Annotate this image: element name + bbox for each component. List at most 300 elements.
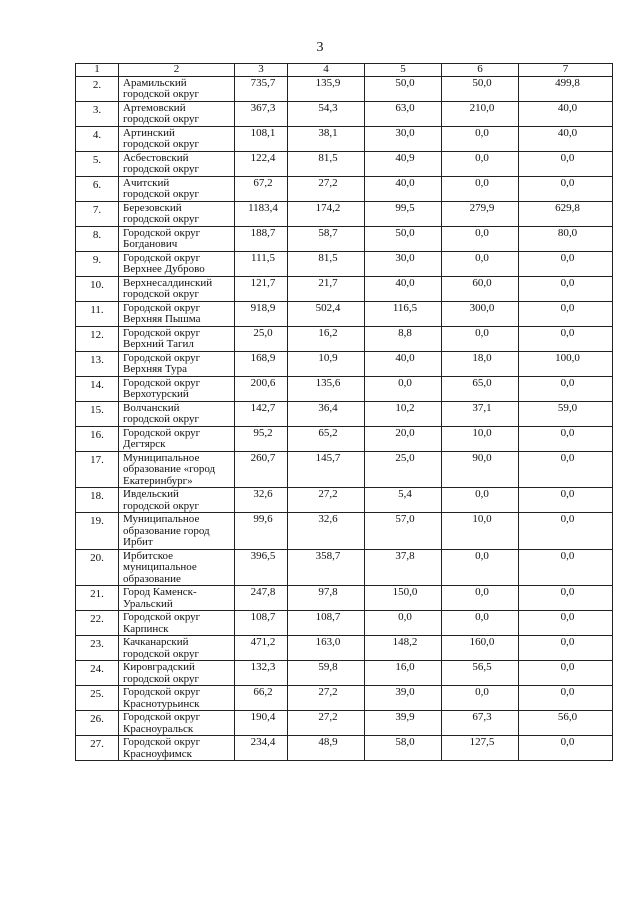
value-cell-col4	[288, 426, 365, 451]
municipality-name	[119, 376, 235, 401]
value-cell-col6	[442, 126, 519, 151]
value-text: 8,8	[398, 326, 412, 339]
municipality-name-line: образование	[123, 572, 181, 585]
value-cell-col3	[235, 76, 288, 101]
value-cell-col6	[442, 401, 519, 426]
value-cell-col7	[519, 711, 613, 736]
value-cell-col6	[442, 351, 519, 376]
value-text: 0,0	[560, 326, 575, 339]
value-text: 111,5	[251, 251, 275, 264]
value-cell-col4	[288, 636, 365, 661]
value-cell-col3	[235, 711, 288, 736]
value-text: 20,0	[395, 426, 415, 439]
municipality-name	[119, 661, 235, 686]
municipality-name-line: Городской округ	[123, 326, 201, 339]
value-cell-col4	[288, 151, 365, 176]
municipality-name-line: Екатеринбург»	[123, 474, 193, 487]
value-cell-col5	[365, 151, 442, 176]
municipality-name-line: городской округ	[123, 288, 200, 300]
value-cell-col5	[365, 251, 442, 276]
value-text: 190,4	[250, 711, 276, 723]
value-text: 0,0	[560, 611, 575, 623]
value-text: 247,8	[250, 586, 276, 598]
municipality-name-line: Красноуральск	[123, 722, 194, 735]
municipality-name-line: Ивдельский	[123, 488, 179, 500]
value-text: 122,4	[250, 151, 276, 164]
value-cell-col3	[235, 126, 288, 151]
table-row	[76, 326, 613, 351]
table-row	[76, 736, 613, 761]
municipality-name-line: Ирбитское	[123, 549, 174, 562]
row-number: 11.	[76, 301, 119, 326]
value-text: 0,0	[398, 376, 412, 389]
value-cell-col5	[365, 401, 442, 426]
value-text: 0,0	[560, 426, 575, 439]
table-row	[76, 636, 613, 661]
value-text: 0,0	[560, 513, 575, 525]
municipality-name-line: Верхнесалдинский	[123, 276, 213, 289]
value-text: 56,0	[557, 711, 578, 723]
value-cell-col5	[365, 326, 442, 351]
value-cell-col5	[365, 488, 442, 513]
value-text: 50,0	[395, 76, 415, 89]
value-text: 48,9	[318, 736, 338, 748]
value-cell-col7	[519, 376, 613, 401]
value-text: 396,5	[250, 549, 276, 562]
value-text: 200,6	[250, 376, 276, 389]
value-text: 66,2	[253, 686, 273, 698]
value-cell-col6	[442, 711, 519, 736]
value-text: 95,2	[253, 426, 273, 439]
table-row	[76, 201, 613, 226]
municipality-name	[119, 401, 235, 426]
value-text: 27,2	[318, 711, 338, 723]
municipality-name-line: Городской округ	[123, 611, 201, 623]
value-cell-col6	[442, 176, 519, 201]
value-cell-col4	[288, 251, 365, 276]
municipality-name-line: Артинский	[123, 126, 175, 139]
value-text: 27,2	[318, 176, 338, 189]
municipality-name-line: городской округ	[123, 163, 200, 175]
value-text: 50,0	[395, 226, 415, 239]
value-text: 0,0	[560, 586, 575, 598]
value-text: 40,9	[395, 151, 415, 164]
value-cell-col7	[519, 636, 613, 661]
value-cell-col7	[519, 176, 613, 201]
value-cell-col7	[519, 611, 613, 636]
municipality-name-line: Городской округ	[123, 736, 201, 748]
value-cell-col3	[235, 611, 288, 636]
row-number: 4.	[76, 126, 119, 151]
municipality-name	[119, 711, 235, 736]
table-row	[76, 251, 613, 276]
value-text: 300,0	[469, 301, 495, 314]
value-cell-col4	[288, 686, 365, 711]
table-row	[76, 126, 613, 151]
value-cell-col6	[442, 611, 519, 636]
value-cell-col7	[519, 101, 613, 126]
value-text: 39,0	[395, 686, 415, 698]
value-text: 135,6	[315, 376, 341, 389]
value-cell-col4	[288, 711, 365, 736]
column-header: 5	[365, 64, 442, 77]
municipality-name-line: городской округ	[123, 499, 200, 512]
column-header: 2	[119, 64, 235, 77]
value-cell-col4	[288, 586, 365, 611]
row-number: 7.	[76, 201, 119, 226]
table-row	[76, 376, 613, 401]
value-text: 32,6	[318, 513, 338, 525]
row-number: 3.	[76, 101, 119, 126]
municipality-name	[119, 451, 235, 488]
value-text: 108,7	[315, 611, 341, 623]
value-cell-col5	[365, 276, 442, 301]
row-number: 12.	[76, 326, 119, 351]
value-text: 56,5	[472, 661, 492, 673]
municipality-name-line: Уральский	[123, 597, 173, 610]
value-text: 10,2	[395, 401, 415, 414]
value-text: 37,8	[395, 549, 415, 562]
municipality-name-line: Верхняя Пышма	[123, 313, 201, 325]
value-cell-col5	[365, 586, 442, 611]
value-cell-col5	[365, 549, 442, 586]
value-cell-col3	[235, 451, 288, 488]
value-cell-col7	[519, 451, 613, 488]
value-cell-col4	[288, 401, 365, 426]
value-cell-col7	[519, 586, 613, 611]
value-text: 63,0	[395, 101, 415, 114]
value-cell-col6	[442, 151, 519, 176]
value-text: 67,3	[472, 711, 492, 723]
value-text: 0,0	[475, 586, 489, 598]
value-text: 0,0	[560, 686, 575, 698]
value-cell-col5	[365, 611, 442, 636]
value-text: 132,3	[250, 661, 276, 673]
value-text: 0,0	[398, 611, 412, 623]
value-cell-col7	[519, 151, 613, 176]
value-cell-col4	[288, 661, 365, 686]
municipality-name	[119, 426, 235, 451]
table-row	[76, 661, 613, 686]
value-text: 37,1	[472, 401, 492, 414]
municipality-name-line: городской округ	[123, 672, 200, 685]
municipality-name-line: Городской округ	[123, 711, 201, 723]
value-text: 80,0	[557, 226, 578, 239]
value-text: 67,2	[253, 176, 273, 189]
column-header: 1	[76, 64, 119, 77]
table-row	[76, 226, 613, 251]
value-text: 59,8	[318, 661, 338, 673]
value-text: 40,0	[395, 176, 415, 189]
header-row	[76, 64, 613, 77]
value-text: 135,9	[315, 76, 341, 89]
municipality-name-line: Дегтярск	[123, 438, 166, 450]
value-cell-col6	[442, 549, 519, 586]
row-number: 23.	[76, 636, 119, 661]
value-text: 108,1	[250, 126, 276, 139]
row-number: 2.	[76, 76, 119, 101]
value-cell-col5	[365, 711, 442, 736]
value-text: 279,9	[469, 201, 495, 214]
value-cell-col5	[365, 76, 442, 101]
value-text: 127,5	[469, 736, 495, 748]
municipality-name-line: Качканарский	[123, 636, 189, 648]
value-cell-col4	[288, 76, 365, 101]
municipality-name-line: Богданович	[123, 238, 178, 250]
value-cell-col6	[442, 276, 519, 301]
value-cell-col4	[288, 451, 365, 488]
value-cell-col6	[442, 736, 519, 761]
table-row	[76, 513, 613, 550]
value-text: 97,8	[318, 586, 338, 598]
value-text: 54,3	[318, 101, 338, 114]
value-cell-col3	[235, 351, 288, 376]
value-text: 367,3	[250, 101, 276, 114]
municipality-name-line: Волчанский	[123, 401, 180, 414]
value-cell-col4	[288, 176, 365, 201]
value-text: 39,9	[395, 711, 415, 723]
municipality-name	[119, 176, 235, 201]
value-cell-col3	[235, 276, 288, 301]
value-cell-col3	[235, 201, 288, 226]
row-number: 18.	[76, 488, 119, 513]
value-cell-col3	[235, 326, 288, 351]
municipality-name	[119, 251, 235, 276]
value-cell-col5	[365, 636, 442, 661]
value-text: 0,0	[560, 176, 575, 189]
value-text: 30,0	[395, 251, 415, 264]
value-cell-col4	[288, 101, 365, 126]
value-cell-col3	[235, 586, 288, 611]
value-text: 0,0	[560, 549, 575, 562]
value-text: 163,0	[315, 636, 341, 648]
value-text: 0,0	[475, 176, 489, 189]
value-cell-col5	[365, 686, 442, 711]
value-text: 0,0	[475, 126, 489, 139]
value-text: 142,7	[250, 401, 276, 414]
table-row	[76, 101, 613, 126]
row-number: 8.	[76, 226, 119, 251]
municipality-name	[119, 151, 235, 176]
municipality-name-line: Городской округ	[123, 376, 201, 389]
value-cell-col6	[442, 488, 519, 513]
value-cell-col5	[365, 451, 442, 488]
value-text: 502,4	[315, 301, 341, 314]
municipality-name-line: Верхотурский	[123, 388, 189, 400]
value-text: 81,5	[318, 151, 338, 164]
value-text: 160,0	[469, 636, 495, 648]
municipality-name	[119, 101, 235, 126]
value-text: 40,0	[395, 351, 415, 364]
table-row	[76, 586, 613, 611]
value-text: 116,5	[392, 301, 418, 314]
value-text: 0,0	[475, 549, 489, 562]
row-number: 22.	[76, 611, 119, 636]
value-cell-col4	[288, 226, 365, 251]
value-text: 65,2	[318, 426, 338, 439]
value-cell-col4	[288, 126, 365, 151]
value-cell-col4	[288, 549, 365, 586]
municipality-name-line: городской округ	[123, 413, 200, 425]
municipality-name	[119, 76, 235, 101]
value-text: 10,0	[472, 513, 492, 525]
table-row	[76, 151, 613, 176]
municipality-name	[119, 351, 235, 376]
municipality-name-line: Артемовский	[123, 101, 186, 114]
value-cell-col6	[442, 76, 519, 101]
municipality-name-line: Муниципальное	[123, 513, 200, 525]
value-cell-col6	[442, 201, 519, 226]
value-text: 0,0	[560, 251, 575, 264]
row-number: 13.	[76, 351, 119, 376]
value-cell-col3	[235, 549, 288, 586]
value-cell-col7	[519, 326, 613, 351]
column-header: 4	[288, 64, 365, 77]
value-text: 918,9	[250, 301, 276, 314]
value-cell-col3	[235, 176, 288, 201]
row-number: 14.	[76, 376, 119, 401]
municipality-name-line: Городской округ	[123, 301, 201, 314]
value-cell-col6	[442, 586, 519, 611]
value-text: 0,0	[475, 488, 489, 500]
value-cell-col5	[365, 376, 442, 401]
value-cell-col3	[235, 426, 288, 451]
municipality-name	[119, 201, 235, 226]
value-cell-col3	[235, 376, 288, 401]
value-text: 59,0	[557, 401, 578, 414]
value-text: 57,0	[395, 513, 415, 525]
value-text: 629,8	[555, 201, 580, 214]
value-text: 0,0	[560, 151, 575, 164]
value-cell-col7	[519, 201, 613, 226]
municipality-name-line: Городской округ	[123, 351, 201, 364]
municipality-name	[119, 126, 235, 151]
municipality-name-line: Городской округ	[123, 226, 201, 239]
row-number: 15.	[76, 401, 119, 426]
table-row	[76, 176, 613, 201]
value-text: 168,9	[250, 351, 276, 364]
column-header: 6	[442, 64, 519, 77]
row-number: 27.	[76, 736, 119, 761]
municipality-name	[119, 549, 235, 586]
value-cell-col7	[519, 661, 613, 686]
value-text: 0,0	[475, 151, 489, 164]
table-row	[76, 488, 613, 513]
value-cell-col5	[365, 301, 442, 326]
value-text: 0,0	[560, 376, 575, 389]
row-number: 17.	[76, 451, 119, 488]
value-text: 0,0	[475, 326, 489, 339]
value-cell-col6	[442, 326, 519, 351]
row-number: 5.	[76, 151, 119, 176]
municipality-name	[119, 301, 235, 326]
municipality-name	[119, 686, 235, 711]
value-text: 0,0	[475, 251, 489, 264]
value-cell-col5	[365, 351, 442, 376]
municipality-name	[119, 636, 235, 661]
value-text: 499,8	[555, 76, 580, 89]
value-text: 0,0	[560, 488, 575, 500]
value-cell-col6	[442, 661, 519, 686]
value-cell-col5	[365, 661, 442, 686]
value-text: 30,0	[395, 126, 415, 139]
value-text: 18,0	[472, 351, 492, 364]
value-cell-col3	[235, 488, 288, 513]
value-cell-col7	[519, 549, 613, 586]
value-cell-col7	[519, 686, 613, 711]
value-cell-col3	[235, 401, 288, 426]
value-text: 0,0	[560, 276, 575, 289]
value-text: 0,0	[560, 451, 575, 464]
value-text: 25,0	[395, 451, 415, 464]
value-cell-col5	[365, 176, 442, 201]
value-cell-col6	[442, 376, 519, 401]
row-number: 6.	[76, 176, 119, 201]
municipality-name-line: Верхняя Тура	[123, 363, 188, 375]
value-cell-col5	[365, 126, 442, 151]
municipality-name	[119, 276, 235, 301]
value-text: 100,0	[555, 351, 580, 364]
value-cell-col6	[442, 451, 519, 488]
value-text: 10,9	[318, 351, 338, 364]
municipality-name-line: Городской округ	[123, 426, 201, 439]
municipality-name-line: Верхний Тагил	[123, 338, 194, 350]
value-cell-col3	[235, 513, 288, 550]
value-cell-col5	[365, 226, 442, 251]
municipality-name-line: Карпинск	[123, 622, 169, 635]
value-text: 0,0	[560, 736, 575, 748]
value-text: 90,0	[472, 451, 492, 464]
value-cell-col3	[235, 251, 288, 276]
value-text: 108,7	[250, 611, 276, 623]
value-cell-col6	[442, 636, 519, 661]
table-row	[76, 451, 613, 488]
value-text: 50,0	[472, 76, 492, 89]
value-cell-col4	[288, 351, 365, 376]
municipality-name	[119, 488, 235, 513]
value-text: 174,2	[315, 201, 341, 214]
value-text: 60,0	[472, 276, 492, 289]
municipality-name-line: Ачитский	[123, 176, 170, 189]
municipality-name-line: Верхнее Дуброво	[123, 263, 205, 275]
value-text: 188,7	[250, 226, 276, 239]
value-cell-col7	[519, 736, 613, 761]
value-text: 0,0	[560, 301, 575, 314]
value-text: 40,0	[557, 126, 578, 139]
value-cell-col3	[235, 301, 288, 326]
value-text: 58,7	[318, 226, 338, 239]
value-cell-col4	[288, 326, 365, 351]
municipality-name-line: Красноуфимск	[123, 747, 192, 760]
value-cell-col4	[288, 201, 365, 226]
value-text: 27,2	[318, 686, 338, 698]
value-cell-col7	[519, 76, 613, 101]
row-number: 20.	[76, 549, 119, 586]
table-row	[76, 426, 613, 451]
value-text: 0,0	[475, 226, 489, 239]
municipality-name-line: Краснотурьинск	[123, 697, 200, 710]
value-text: 234,4	[250, 736, 276, 748]
value-cell-col3	[235, 101, 288, 126]
municipality-name-line: городской округ	[123, 647, 200, 660]
municipality-name	[119, 586, 235, 611]
value-cell-col4	[288, 513, 365, 550]
value-cell-col7	[519, 488, 613, 513]
value-cell-col6	[442, 513, 519, 550]
value-cell-col6	[442, 101, 519, 126]
value-cell-col5	[365, 201, 442, 226]
value-cell-col4	[288, 736, 365, 761]
